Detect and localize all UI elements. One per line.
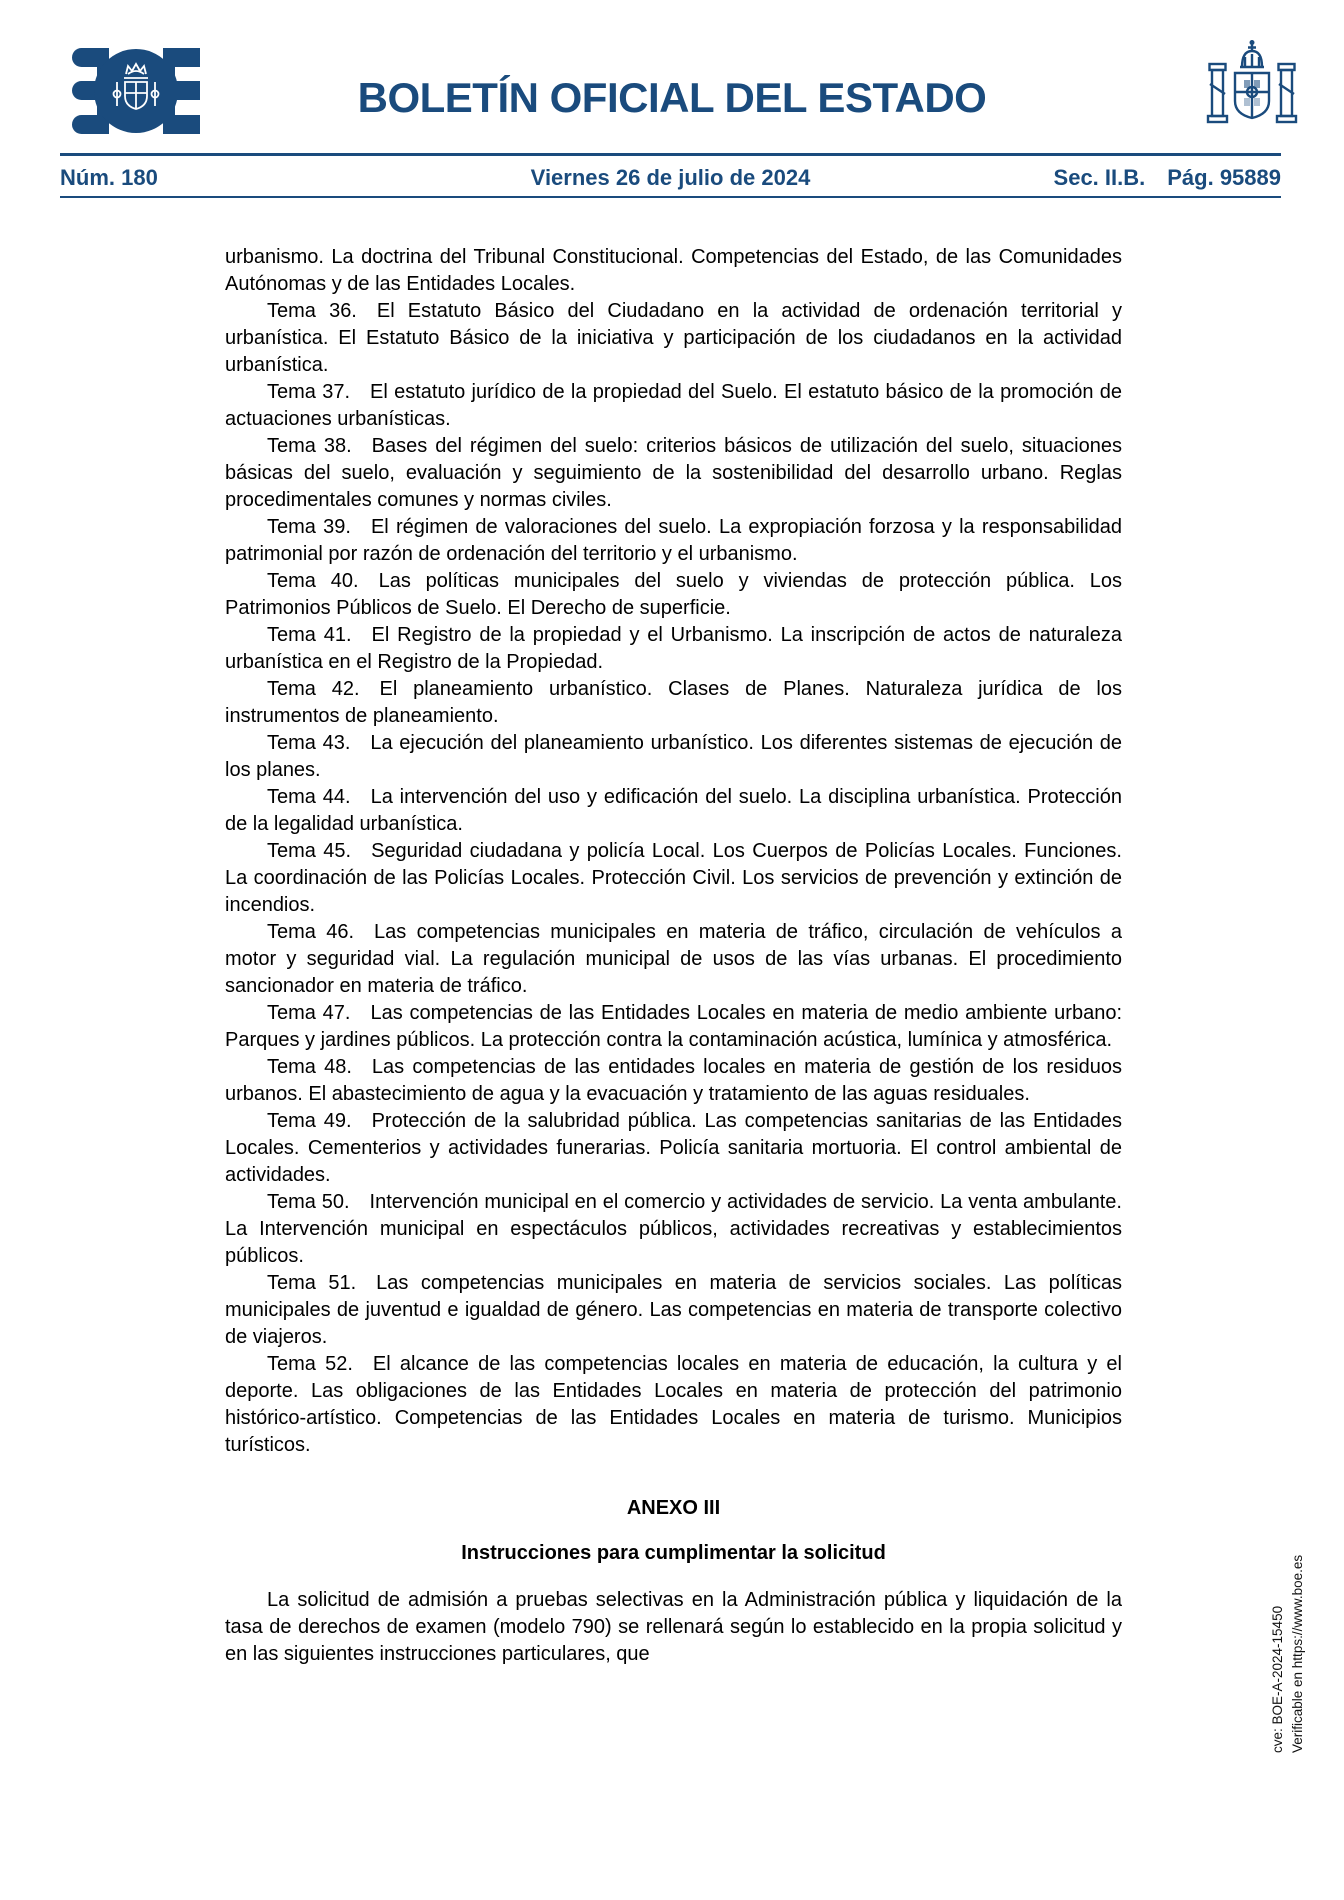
verifiable-url-vertical-text: Verificable en https://www.boe.es (1290, 1554, 1305, 1753)
body-paragraph: Tema 41. El Registro de la propiedad y el Urbanismo. La inscripción de actos de naturaleza urbanística en el Registro de la Propiedad. (225, 624, 1122, 673)
masthead-title: BOLETÍN OFICIAL DEL ESTADO (357, 74, 987, 121)
section-page (1054, 165, 1281, 191)
body-paragraph: Tema 44. La intervención del uso y edificación del suelo. La disciplina urbanística. Protección de la legalidad urbanística. (225, 786, 1122, 835)
issue-date: Viernes 26 de julio de 2024 (530, 165, 811, 190)
body-paragraph: Tema 52. El alcance de las competencias locales en materia de educación, la cultura y el deporte. Las obligaciones de las Entidades Locales en materia de protección del patrimonio histórico-artístico. Competencias de las Entidades Locales en materia de turismo. Municipios turísticos. (225, 1353, 1122, 1456)
body-paragraph: Tema 45. Seguridad ciudadana y policía Local. Los Cuerpos de Policías Locales. Funciones. La coordinación de las Policías Locales. Protección Civil. Los servicios de prevención y extinción de incendios. (225, 840, 1122, 916)
body-paragraphs (225, 244, 1122, 1459)
body-paragraph: Tema 38. Bases del régimen del suelo: criterios básicos de utilización del suelo, situaciones básicas del suelo, evaluación y seguimiento de la sostenibilidad del desarrollo urbano. Reglas procedimentales comunes y normas civiles. (225, 435, 1122, 511)
document-body (225, 244, 1122, 1668)
annex-paragraph: La solicitud de admisión a pruebas selectivas en la Administración pública y liquidación de la tasa de derechos de examen (modelo 790) se rellenará según lo establecido en la propia solicitud y en las siguientes instrucciones particulares, que (225, 1589, 1122, 1665)
page-label: Pág. 95889 (1167, 165, 1281, 190)
body-paragraph: Tema 50. Intervención municipal en el comercio y actividades de servicio. La venta ambulante. La Intervención municipal en espectáculos públicos, actividades recreativas y establecimientos públicos. (225, 1191, 1122, 1267)
spain-coat-of-arms-icon (1204, 40, 1300, 149)
body-paragraph: Tema 48. Las competencias de las entidades locales en materia de gestión de los residuos urbanos. El abastecimiento de agua y la evacuación y tratamiento de las aguas residuales. (225, 1056, 1122, 1105)
body-paragraph: Tema 37. El estatuto jurídico de la propiedad del Suelo. El estatuto básico de la promoción de actuaciones urbanísticas. (225, 381, 1122, 430)
section-label: Sec. II.B. (1053, 165, 1146, 190)
header-rule-top (60, 153, 1281, 156)
body-paragraph: Tema 42. El planeamiento urbanístico. Clases de Planes. Naturaleza jurídica de los instrumentos de planeamiento. (225, 678, 1122, 727)
body-paragraph: Tema 51. Las competencias municipales en materia de servicios sociales. Las políticas municipales de juventud e igualdad de género. Las competencias en materia de transporte colectivo de viajeros. (225, 1272, 1122, 1348)
issue-number: Núm. 180 (60, 165, 158, 190)
body-paragraph: Tema 49. Protección de la salubridad pública. Las competencias sanitarias de las Entidades Locales. Cementerios y actividades funerarias. Policía sanitaria mortuoria. El control ambiental de actividades. (225, 1110, 1122, 1186)
annex-title: ANEXO III (626, 1497, 721, 1519)
body-paragraph: Tema 36. El Estatuto Básico del Ciudadano en la actividad de ordenación territorial y urbanística. El Estatuto Básico de la iniciativa y participación de los ciudadanos en la actividad urbanística. (225, 300, 1122, 376)
body-paragraph: Tema 40. Las políticas municipales del suelo y viviendas de protección pública. Los Patrimonios Públicos de Suelo. El Derecho de superficie. (225, 570, 1122, 619)
body-paragraph: Tema 39. El régimen de valoraciones del suelo. La expropiación forzosa y la responsabilidad patrimonial por razón de ordenación del territorio y el urbanismo. (225, 516, 1122, 565)
cve-code-vertical-text: cve: BOE-A-2024-15450 (1270, 1605, 1285, 1753)
body-paragraph: Tema 43. La ejecución del planeamiento urbanístico. Los diferentes sistemas de ejecución de los planes. (225, 732, 1122, 781)
body-paragraph: Tema 46. Las competencias municipales en materia de tráfico, circulación de vehículos a motor y seguridad vial. La regulación municipal de usos de las vías urbanas. El procedimiento sancionador en materia de tráfico. (225, 921, 1122, 997)
body-paragraph: urbanismo. La doctrina del Tribunal Constitucional. Competencias del Estado, de las Comunidades Autónomas y de las Entidades Locales. (225, 246, 1122, 295)
header-rule-bottom (60, 196, 1281, 198)
body-paragraph: Tema 47. Las competencias de las Entidades Locales en materia de medio ambiente urbano: Parques y jardines públicos. La protección contra la contaminación acústica, lumínica y atmosférica. (225, 1002, 1122, 1051)
annex-subtitle: Instrucciones para cumplimentar la solicitud (461, 1542, 886, 1564)
header-info-row (60, 163, 1281, 193)
